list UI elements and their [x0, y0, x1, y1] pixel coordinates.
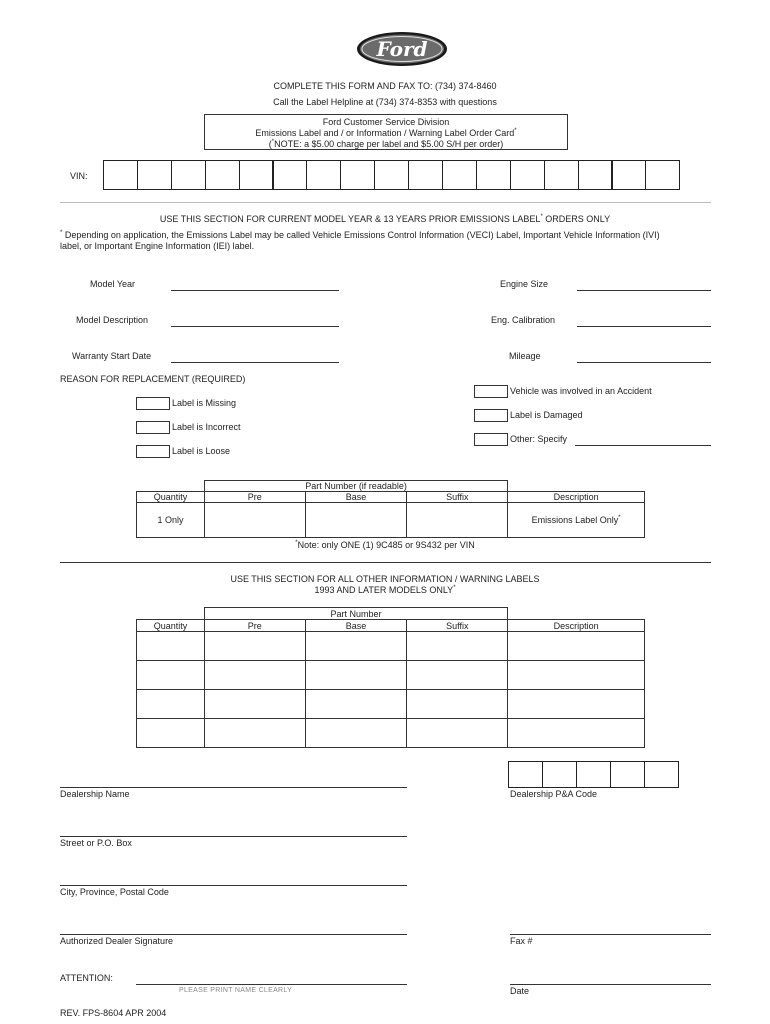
label-incorrect-text: Label is Incorrect [172, 422, 241, 432]
vin-char-box[interactable] [306, 160, 341, 190]
dealership-name-label: Dealership Name [60, 789, 130, 799]
vin-char-box[interactable] [510, 160, 545, 190]
suffix-input[interactable] [407, 632, 508, 661]
reason-heading: REASON FOR REPLACEMENT (REQUIRED) [60, 374, 246, 384]
one-per-vin-note: *Note: only ONE (1) 9C485 or 9S432 per VIN [295, 540, 475, 550]
qty-input[interactable] [137, 719, 205, 748]
col-description: Description [508, 492, 645, 503]
vin-char-box[interactable] [273, 160, 308, 190]
division-title: Ford Customer Service Division [322, 117, 450, 127]
street-label: Street or P.O. Box [60, 838, 132, 848]
label-incorrect-checkbox[interactable] [136, 421, 170, 434]
col-pre: Pre [204, 492, 305, 503]
model-description-label: Model Description [76, 315, 149, 325]
info-col-suffix: Suffix [407, 620, 508, 632]
city-label: City, Province, Postal Code [60, 887, 169, 897]
info-col-pre: Pre [204, 620, 305, 632]
pa-code-char-box[interactable] [576, 761, 611, 788]
eng-calibration-label: Eng. Calibration [491, 315, 556, 325]
pa-code-char-box[interactable] [644, 761, 679, 788]
date-label: Date [510, 986, 530, 996]
emissions-section-heading: USE THIS SECTION FOR CURRENT MODEL YEAR & 13 YEARS PRIOR EMISSIONS LABEL* ORDERS ONLY [159, 214, 611, 224]
pre-cell[interactable] [204, 503, 305, 538]
mileage-label: Mileage [509, 351, 541, 361]
info-col-quantity: Quantity [137, 620, 205, 632]
eng-calibration-field[interactable] [577, 326, 711, 327]
vin-char-box[interactable] [103, 160, 138, 190]
mileage-field[interactable] [577, 362, 711, 363]
accident-text: Vehicle was involved in an Accident [510, 386, 652, 396]
section-divider [60, 562, 711, 563]
label-missing-text: Label is Missing [172, 398, 237, 408]
engine-size-field[interactable] [577, 290, 711, 291]
vin-char-box[interactable] [408, 160, 443, 190]
vin-char-box[interactable] [476, 160, 511, 190]
helpline-text: Call the Label Helpline at (734) 374-8353 with questions [273, 97, 497, 107]
pa-code-label: Dealership P&A Code [510, 789, 598, 799]
table-row [137, 661, 645, 690]
suffix-input[interactable] [407, 690, 508, 719]
description-input[interactable] [508, 719, 645, 748]
print-clearly-hint: PLEASE PRINT NAME CLEARLY [179, 987, 293, 994]
info-col-base: Base [305, 620, 407, 632]
part-number-header: Part Number (if readable) [204, 481, 507, 492]
pre-input[interactable] [204, 632, 305, 661]
charge-note: (*NOTE: a $5.00 charge per label and $5.00 S/H per order) [268, 139, 504, 149]
order-card-title: Emissions Label and / or Information / Warning Label Order Card* [255, 128, 517, 138]
vin-char-box[interactable] [645, 160, 680, 190]
vin-char-box[interactable] [171, 160, 206, 190]
revision-text: REV. FPS-8604 APR 2004 [60, 1008, 167, 1018]
model-year-field[interactable] [171, 290, 339, 291]
info-part-table [136, 607, 645, 748]
fax-field[interactable] [510, 934, 711, 935]
base-input[interactable] [305, 690, 407, 719]
qty-input[interactable] [137, 690, 205, 719]
info-section-subheading: 1993 AND LATER MODELS ONLY* [314, 585, 456, 595]
vin-char-box[interactable] [544, 160, 579, 190]
model-description-field[interactable] [171, 326, 339, 327]
label-loose-text: Label is Loose [172, 446, 231, 456]
label-loose-checkbox[interactable] [136, 445, 170, 458]
col-quantity: Quantity [137, 492, 205, 503]
pre-input[interactable] [204, 690, 305, 719]
qty-input[interactable] [137, 632, 205, 661]
division-box [204, 114, 568, 150]
street-field[interactable] [60, 836, 407, 837]
dealership-name-field[interactable] [60, 787, 407, 788]
vin-char-box[interactable] [442, 160, 477, 190]
label-damaged-text: Label is Damaged [510, 410, 583, 420]
description-input[interactable] [508, 661, 645, 690]
attention-label: ATTENTION: [60, 973, 113, 983]
vin-char-box[interactable] [578, 160, 613, 190]
ford-logo [356, 31, 448, 67]
base-input[interactable] [305, 661, 407, 690]
description-input[interactable] [508, 690, 645, 719]
vin-char-box[interactable] [374, 160, 409, 190]
description-input[interactable] [508, 632, 645, 661]
emissions-label-note: * Depending on application, the Emissions Label may be called Vehicle Emissions Control Information (VECI) Label, Important Vehicle Information (IVI) [60, 230, 660, 240]
engine-size-label: Engine Size [500, 279, 549, 289]
qty-input[interactable] [137, 661, 205, 690]
suffix-input[interactable] [407, 661, 508, 690]
accident-checkbox[interactable] [474, 385, 508, 398]
pa-code-char-box[interactable] [542, 761, 577, 788]
info-part-number-header: Part Number [204, 608, 507, 620]
table-row [137, 690, 645, 719]
info-col-description: Description [508, 620, 645, 632]
label-missing-checkbox[interactable] [136, 397, 170, 410]
logo-text: Ford [376, 37, 428, 61]
model-year-label: Model Year [90, 279, 136, 289]
suffix-cell[interactable] [407, 503, 508, 538]
signature-label: Authorized Dealer Signature [60, 936, 174, 946]
other-specify-field[interactable] [575, 445, 711, 446]
emissions-label-note-2: label, or Important Engine Information (IEI) label. [60, 241, 255, 251]
vin-char-box[interactable] [205, 160, 240, 190]
pa-code-char-box[interactable] [508, 761, 543, 788]
warranty-start-field[interactable] [171, 362, 339, 363]
pa-code-char-box[interactable] [610, 761, 645, 788]
quantity-cell: 1 Only [137, 503, 205, 538]
pre-input[interactable] [204, 661, 305, 690]
table-row [137, 719, 645, 748]
warranty-start-label: Warranty Start Date [72, 351, 152, 361]
base-cell[interactable] [305, 503, 407, 538]
fax-label: Fax # [510, 936, 533, 946]
label-damaged-checkbox[interactable] [474, 409, 508, 422]
suffix-input[interactable] [407, 719, 508, 748]
vin-char-box[interactable] [612, 160, 647, 190]
description-cell: Emissions Label Only* [508, 503, 645, 538]
divider [60, 202, 711, 203]
vin-char-box[interactable] [137, 160, 172, 190]
date-field[interactable] [510, 984, 711, 985]
base-input[interactable] [305, 632, 407, 661]
col-base: Base [305, 492, 407, 503]
vin-label: VIN: [70, 171, 88, 181]
vin-char-box[interactable] [340, 160, 375, 190]
pre-input[interactable] [204, 719, 305, 748]
base-input[interactable] [305, 719, 407, 748]
emissions-part-table [136, 480, 645, 538]
attention-field[interactable] [136, 984, 407, 985]
fax-instruction: COMPLETE THIS FORM AND FAX TO: (734) 374-8460 [273, 81, 497, 91]
other-checkbox[interactable] [474, 433, 508, 446]
other-specify-text: Other: Specify [510, 434, 568, 444]
table-row [137, 632, 645, 661]
signature-field[interactable] [60, 934, 407, 935]
col-suffix: Suffix [407, 492, 508, 503]
info-section-heading: USE THIS SECTION FOR ALL OTHER INFORMATION / WARNING LABELS [230, 574, 540, 584]
vin-char-box[interactable] [239, 160, 274, 190]
city-field[interactable] [60, 885, 407, 886]
